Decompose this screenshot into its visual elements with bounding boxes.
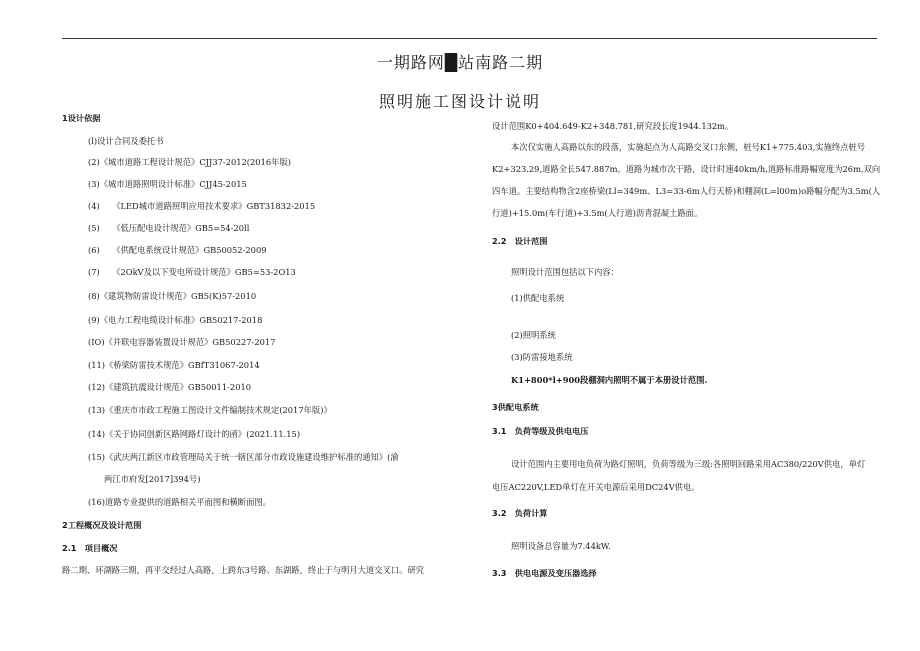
basis-item: (IO)《并联电容器装置设计规范》GB50227-2017: [88, 337, 276, 347]
basis-item: (11)《桥梁防雷技术规范》GBfT31067-2014: [88, 360, 260, 370]
basis-item: (7) 《2OkV及以下变电所设计规范》GB5=53-2O13: [88, 267, 296, 277]
basis-item: (9)《电力工程电缆设计标准》GB50217-2018: [88, 315, 263, 325]
basis-item: (16)道路专业提供的道路相关平面图和横断面图。: [88, 497, 271, 507]
basis-item: (2)《城市道路工程设计规范》CJJ37-2012(2016年版): [88, 157, 291, 167]
header-rule: [62, 38, 877, 39]
load-calc-text: 照明设备总容量为7.44kW.: [511, 541, 611, 551]
basis-item: (14)《关于协同创新区路网路灯设计的函》(2021.11.15): [88, 429, 301, 439]
section-2-2-heading: 2.2 设计范围: [492, 236, 548, 246]
scope-item: (1)供配电系统: [511, 293, 565, 303]
basis-item: (5) 《低压配电设计规范》GB5=54-20ll: [88, 223, 250, 233]
basis-item: (8)《建筑物防雷设计规范》GB5(K)57-2010: [88, 291, 257, 301]
section-3-2-heading: 3.2 负荷计算: [492, 508, 548, 518]
document-subtitle: 照明施工图设计说明: [378, 92, 541, 111]
basis-item: (12)《建筑抗震设计规范》GB50011-2010: [88, 382, 252, 392]
project-overview-text: 路二期、环湖路三期，再平交经过人高路，上跨东3号路、东湖路，终止于与明月大道交叉口。研究: [62, 565, 425, 575]
section-2-1-heading: 2.1 项目概况: [62, 543, 118, 553]
basis-item: (6) 《供配电系统设计规范》GB50052-2009: [88, 245, 267, 255]
scope-item: (3)防雷接地系统: [511, 352, 573, 362]
design-range-text: 设计范围K0+404.649-K2+348.781,研究段长度1944.132m。: [492, 121, 734, 131]
section-2-heading: 2工程概况及设计范围: [62, 520, 142, 530]
basis-item: (15)《武庆两江新区市政管理局关于统一辖区部分市政设施建设维护标准的通知》(渝: [88, 452, 399, 462]
document-title: 一期路网█站南路二期: [376, 53, 544, 72]
basis-item-continued: 两江市府发[2017]394号): [104, 474, 201, 484]
basis-item: (l)设计合同及委托书: [88, 136, 164, 146]
section-3-1-heading: 3.1 负荷等级及供电电压: [492, 426, 589, 436]
section-3-heading: 3供配电系统: [492, 402, 539, 412]
section-3-3-heading: 3.3 供电电源及变压器选择: [492, 568, 597, 578]
implementation-text: K2+323.29,道路全长547.887m。道路为城市次干路，设计时速40km/h,道路标准路幅宽度为26m,双向: [492, 164, 881, 174]
basis-item: (3)《城市道路照明设计标准》CJJ45-2015: [88, 179, 247, 189]
scope-item: (2)照明系统: [511, 330, 556, 340]
basis-item: (13)《重庆市市政工程施工图设计文件编制技术规定(2017年版)》: [88, 405, 332, 415]
section-1-heading: 1设计依据: [62, 113, 101, 123]
implementation-text: 本次仅实施人高路以东的段落，实施起点为人高路交叉口东侧，桩号K1+775.403,实施终点桩号: [511, 142, 866, 152]
power-supply-text: 电压AC220V,LED单灯在开关电源后采用DC24V供电。: [492, 482, 700, 492]
implementation-text: 行道)+15.0m(车行道)+3.5m(人行道)沥青混凝土路面。: [492, 208, 703, 218]
power-supply-text: 设计范围内主要用电负荷为路灯照明，负荷等级为三级:各照明回路采用AC380/220V供电，单灯: [511, 459, 866, 469]
basis-item: (4) 《LED城市道路照明应用技术要求》GBT31832-2015: [88, 201, 316, 211]
implementation-text: 四车道。主要结构物含2座桥梁(Ll=349m、L3=33-6m人行天桥)和棚洞(L=l00m)o路幅分配为3.5m(人: [492, 186, 881, 196]
scope-note: K1+800*l+900段棚洞内照明不属于本册设计范围.: [511, 375, 708, 385]
scope-intro: 照明设计范围包括以下内容：: [511, 267, 619, 277]
